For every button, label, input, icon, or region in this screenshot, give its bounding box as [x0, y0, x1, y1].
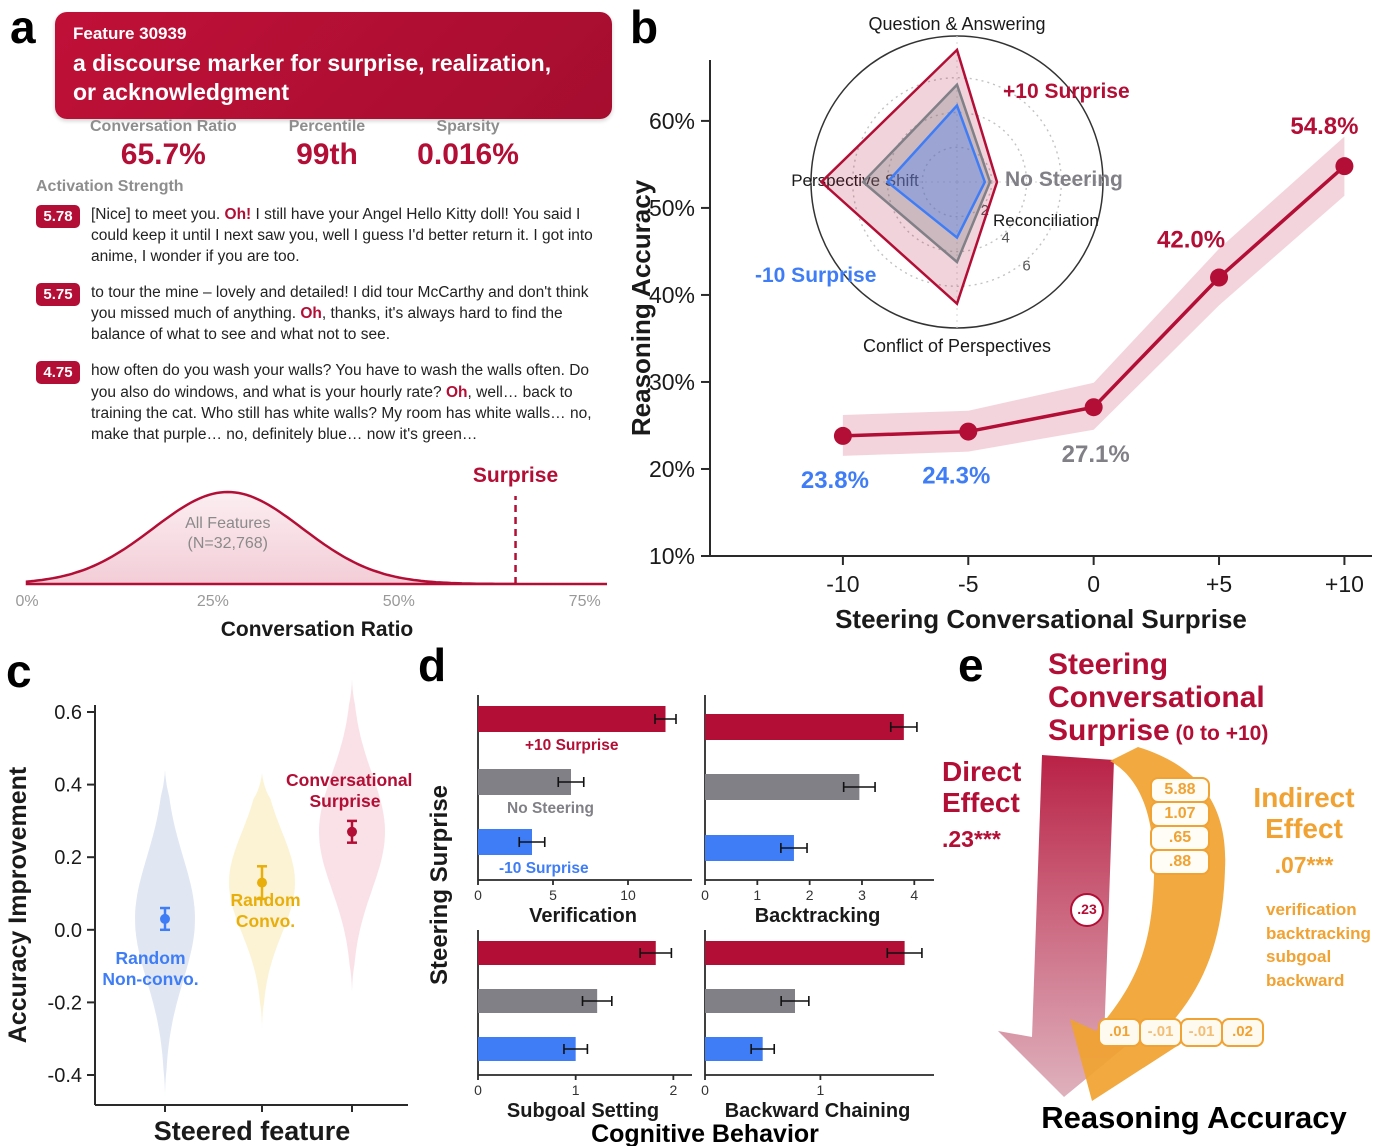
example-pre: how often do you wash your walls? You have to wash the walls often. Do you also do windows, and what is your hourly rate? [91, 362, 590, 401]
mediator-name: backtracking [1266, 923, 1371, 943]
bar-x-tick: 0 [701, 887, 709, 903]
activation-example [36, 360, 616, 444]
stat-sparsity [417, 118, 519, 172]
bar-x-tick: 4 [910, 887, 919, 903]
radar-ring-label: 4 [1001, 229, 1010, 247]
outcome-coefficient-box: .01 [1098, 1018, 1141, 1047]
feature-stats [90, 118, 519, 172]
x-axis-title: Steering Conversational Surprise [835, 604, 1247, 634]
data-point [1335, 157, 1353, 175]
violin-group-label-line: Random [115, 948, 186, 968]
violin-group-label-random-convo [218, 890, 313, 931]
y-axis-title: Reasoning Accuracy [626, 179, 656, 437]
bar-x-tick: 2 [805, 887, 814, 903]
bar--10-surprise [478, 1037, 576, 1061]
violin-y-tick: -0.2 [47, 992, 82, 1015]
activation-example [36, 204, 616, 267]
panel-d-label: d [418, 639, 447, 691]
stat-conversation-ratio [90, 118, 237, 172]
bar-x-tick: 2 [669, 1082, 678, 1098]
mediation-title-line2: Conversational [1048, 681, 1265, 714]
activation-example-text [91, 360, 616, 444]
outcome-coefficient-box: -.01 [1139, 1018, 1182, 1047]
bar-inline-label: +10 Surprise [525, 737, 619, 754]
violin-mean-point [347, 827, 357, 837]
violin-y-axis-title: Accuracy Improvement [4, 766, 32, 1044]
bar-x-tick: 10 [620, 887, 636, 903]
violin-group-label-line: Surprise [309, 790, 381, 811]
indirect-effect-line2: Effect [1265, 813, 1343, 845]
stat-value: 99th [296, 138, 358, 171]
example-pre: to tour the mine – lovely and detailed! I did tour McCarthy and don't think you missed much of anything. [91, 284, 589, 323]
mediation-title-line3-text: Surprise [1048, 714, 1170, 747]
task-radar-chart [745, 14, 1185, 386]
indirect-effect-label [1238, 782, 1370, 878]
violin-group-label-random-nonconvo [88, 948, 213, 989]
steering-surprise-axis-label: Steering Surprise [426, 784, 453, 986]
violin-y-tick: 0.0 [54, 919, 82, 942]
violin-x-axis-title: Steered feature [153, 1116, 351, 1146]
panel-c-label: c [6, 645, 32, 697]
radar-ring-label: 2 [980, 201, 990, 219]
bar-x-tick: 0 [474, 887, 482, 903]
violin-y-tick: 0.6 [54, 702, 82, 724]
bar-+10-surprise [478, 706, 666, 732]
violin-shape-blue [135, 770, 195, 1097]
point-value-label: 23.8% [800, 466, 869, 494]
dist-tick-label: 0% [15, 593, 39, 610]
y-tick-label: 10% [648, 543, 695, 569]
mediator-name-list [1266, 898, 1371, 992]
surprise-marker-label: Surprise [472, 464, 559, 487]
violin-group-label-conversational-surprise [286, 770, 413, 811]
bar-x-tick: 3 [858, 887, 866, 903]
y-tick-label: 20% [648, 455, 695, 482]
bar-x-tick: 1 [571, 1082, 580, 1098]
reasoning-accuracy-outcome-label: Reasoning Accuracy [1041, 1100, 1347, 1135]
mediator-name: backward [1266, 970, 1345, 990]
mediation-title-suffix: (0 to +10) [1169, 722, 1269, 745]
mediation-title [1048, 648, 1268, 747]
violin-mean-point [257, 878, 267, 888]
density-curve [27, 492, 607, 584]
data-point [1085, 398, 1103, 416]
panel-a-label: a [10, 1, 36, 53]
y-tick-label: 50% [648, 194, 695, 221]
outcome-coefficient-row [1098, 1018, 1264, 1047]
bar-+10-surprise [478, 941, 656, 965]
accuracy-improvement-violin-chart [0, 645, 420, 1146]
activation-score-badge: 5.78 [36, 205, 80, 228]
activation-example-text [91, 204, 616, 267]
violin-group-label-line: Random [230, 890, 301, 910]
activation-strength-label: Activation Strength [36, 178, 184, 195]
activation-example-text [91, 282, 616, 345]
mediator-coefficient-stack [1150, 777, 1210, 875]
radar-legend-nosteering: No Steering [1005, 168, 1123, 191]
x-tick-label: -5 [958, 571, 979, 597]
outcome-coefficient-box: -.01 [1180, 1018, 1223, 1047]
direct-effect-line1: Direct [942, 756, 1022, 787]
activation-example [36, 282, 616, 345]
mediator-coefficient-box: 1.07 [1150, 801, 1210, 827]
bar-inline-label: -10 Surprise [499, 860, 589, 877]
panel-b-label: b [630, 1, 659, 53]
dist-tick-label: 50% [382, 593, 415, 610]
activation-score-badge: 4.75 [36, 361, 80, 384]
mediation-title-line3 [1048, 714, 1268, 747]
violin-y-tick: 0.4 [54, 774, 82, 797]
direct-effect-value: .23*** [942, 825, 1001, 852]
violin-group-label-line: Conversational [286, 770, 413, 790]
panel-e-label: e [958, 639, 984, 691]
stat-value: 0.016% [417, 138, 519, 171]
bar-subplot-title: Backward Chaining [724, 1100, 911, 1122]
dist-annotation: All Features [185, 515, 271, 532]
feature-id: Feature 30939 [73, 24, 187, 43]
radar-ring-label: 6 [1022, 257, 1031, 275]
bar-+10-surprise [705, 714, 904, 740]
stat-label: Sparsity [436, 118, 500, 135]
activation-score-badge: 5.75 [36, 283, 80, 306]
radar-axis-label-conflict: Conflict of Perspectives [862, 336, 1052, 356]
conversation-ratio-distribution-chart [15, 452, 615, 647]
y-tick-label: 60% [648, 107, 695, 134]
bar-x-tick: 5 [549, 887, 557, 903]
point-value-label: 54.8% [1290, 113, 1359, 141]
cognitive-behavior-bar-charts [415, 645, 945, 1146]
indirect-effect-value: .07*** [1274, 851, 1334, 878]
bar-inline-label: No Steering [507, 800, 594, 817]
data-point [959, 423, 977, 441]
y-tick-label: 30% [648, 368, 695, 395]
stat-label: Percentile [288, 118, 366, 135]
violin-group-label-line: Convo. [235, 910, 296, 931]
bar-subplot-title: Verification [529, 905, 637, 927]
mediator-coefficient-box: .88 [1150, 849, 1210, 875]
x-tick-label: +5 [1205, 571, 1233, 597]
indirect-effect-line1: Indirect [1253, 782, 1355, 813]
bar-no-steering [705, 774, 859, 800]
direct-effect-label [942, 756, 1021, 852]
radar-axis-label-reconciliation: Reconciliation [993, 211, 1099, 230]
data-point [1210, 269, 1228, 287]
x-tick-label: -10 [826, 571, 860, 597]
bar-subplot-title: Backtracking [754, 905, 881, 927]
point-value-label: 24.3% [922, 462, 991, 490]
mediator-name: verification [1266, 900, 1357, 919]
dist-tick-label: 75% [568, 593, 601, 610]
y-tick-label: 40% [648, 281, 695, 308]
radar-legend-minus10: -10 Surprise [755, 264, 877, 287]
example-post: , well… back to training the cat. Who still has white walls? My room has white walls… no, make that purple… no, definitely blue… now it's green… [91, 383, 592, 443]
mediator-coefficient-box: .65 [1150, 825, 1210, 851]
violin-y-tick: 0.2 [54, 847, 82, 870]
dist-tick-label: 25% [196, 593, 229, 610]
bar-x-tick: 0 [701, 1082, 709, 1098]
mediator-name: subgoal [1266, 947, 1332, 966]
feature-description-line2: or acknowledgment [73, 78, 289, 105]
point-value-label: 27.1% [1061, 441, 1130, 469]
bar-no-steering [478, 989, 597, 1013]
example-highlight: Oh [300, 305, 322, 323]
bar-subplot-title: Subgoal Setting [506, 1100, 660, 1122]
cognitive-behavior-axis-label: Cognitive Behavior [591, 1120, 819, 1146]
bar-x-tick: 1 [816, 1082, 825, 1098]
data-point [834, 427, 852, 445]
activation-examples [36, 204, 616, 460]
radar-legend-plus10: +10 Surprise [1003, 80, 1130, 103]
x-tick-label: +10 [1324, 571, 1364, 597]
radar-axis-label-question-answering: Question & Answering [868, 14, 1046, 34]
violin-mean-point [160, 914, 170, 924]
example-post: , thanks, it's always hard to find the balance of what to see and what not to see. [91, 305, 563, 344]
example-highlight: Oh! [224, 206, 252, 223]
example-post: I still have your Angel Hello Kitty doll! You said I could keep it until I next saw you, well I guess I'd better return it. I got into anime, I wonder if you are too. [91, 206, 593, 266]
bar-no-steering [478, 769, 571, 795]
bar-x-tick: 1 [753, 887, 762, 903]
example-highlight: Oh [445, 383, 468, 401]
point-value-label: 42.0% [1157, 226, 1226, 254]
mediation-title-line1: Steering [1048, 648, 1169, 681]
x-tick-label: 0 [1087, 571, 1101, 597]
path-coefficient-circle: .23 [1070, 893, 1104, 927]
violin-group-label-line: Non-convo. [102, 968, 199, 989]
example-pre: [Nice] to meet you. [91, 206, 225, 223]
stat-value: 65.7% [120, 138, 206, 171]
bar-x-tick: 0 [474, 1082, 482, 1098]
outcome-coefficient-box: .02 [1221, 1018, 1264, 1047]
direct-effect-line2: Effect [942, 787, 1020, 819]
violin-y-tick: -0.4 [47, 1065, 82, 1087]
feature-header-box [55, 12, 612, 119]
mediator-coefficient-box: 5.88 [1150, 777, 1210, 803]
feature-description-line1: a discourse marker for surprise, realization, [73, 50, 552, 76]
bar-+10-surprise [705, 941, 905, 965]
feature-description [73, 49, 594, 107]
radar-axis-label-perspective-shift: Perspective Shift [791, 171, 919, 190]
stat-percentile [289, 118, 365, 172]
stat-label: Conversation Ratio [90, 118, 237, 135]
dist-x-axis-label: Conversation Ratio [220, 618, 414, 641]
dist-annotation: (N=32,768) [187, 535, 269, 552]
